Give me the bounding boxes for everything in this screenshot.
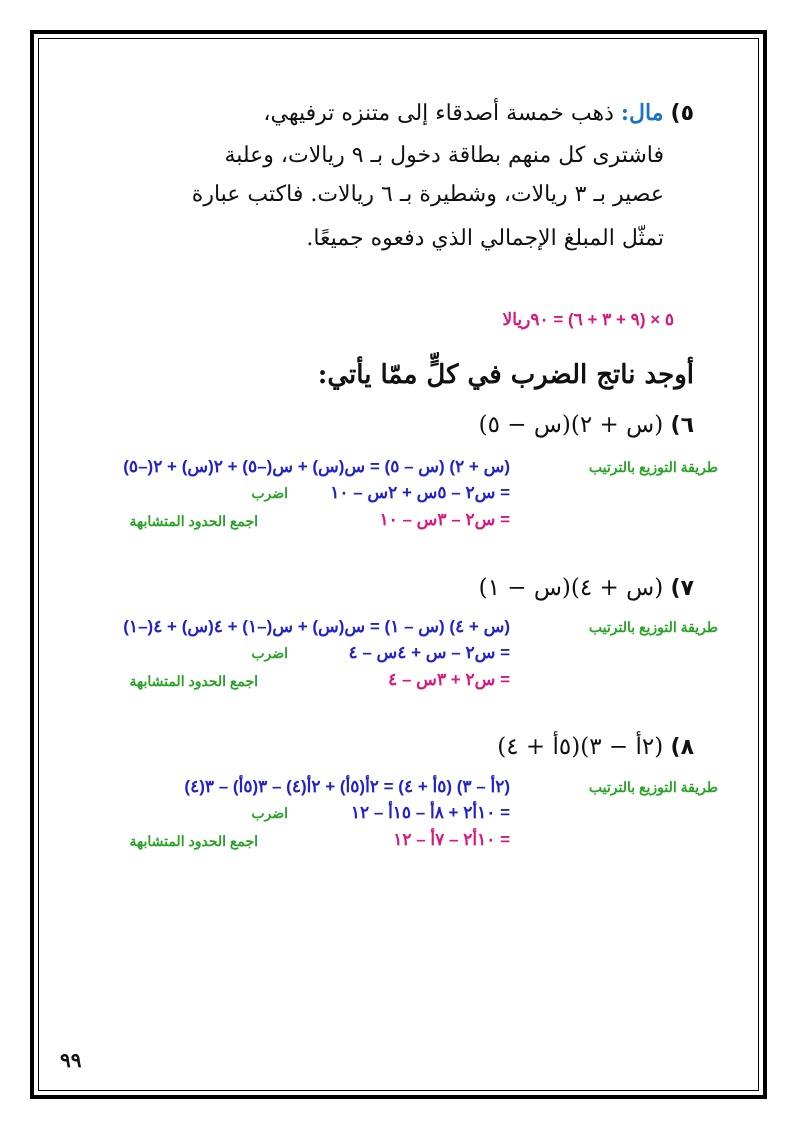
problem-5-answer: ٥ × (٩ + ٣ + ٦) = ٩٠ريالا [502, 310, 674, 329]
problem-6-step-2: = س٢ – ٥س + ٢س – ١٠ [330, 483, 510, 502]
problem-6-note-3: اجمع الحدود المتشابهة [129, 513, 258, 529]
problem-6-expression: (س + ٢)(س − ٥) [478, 412, 664, 438]
problem-6-step-3: = س٢ – ٣س – ١٠ [379, 510, 510, 529]
problem-5-line-2: فاشترى كل منهم بطاقة دخول بـ ٩ ريالات، وعلبة [224, 143, 664, 168]
problem-8-note-1: طريقة التوزيع بالترتيب [588, 779, 718, 795]
problem-6-number: ٦) [670, 413, 694, 438]
problem-7-number: ٧) [670, 576, 694, 601]
problem-8-step-1: (٢أ – ٣) (٥أ + ٤) = ٢أ(٥أ) + ٢أ(٤) – ٣(٥أ) – ٣(٤) [184, 777, 510, 796]
problem-7-step-3: = س٢ + ٣س – ٤ [388, 670, 510, 689]
page-number: ٩٩ [60, 1050, 82, 1072]
problem-7-note-1: طريقة التوزيع بالترتيب [588, 619, 718, 635]
problem-8-header [497, 734, 694, 760]
problem-7-step-1: (س + ٤) (س – ١) = س(س) + س(–١) + ٤(س) + ٤(–١) [123, 617, 510, 636]
problem-5-line-1 [263, 100, 694, 126]
problem-5-text-line: ذهب خمسة أصدقاء إلى متنزه ترفيهي، [263, 101, 614, 126]
problem-7-expression: (س + ٤)(س − ١) [478, 575, 664, 601]
problem-7-header [479, 575, 694, 601]
problem-6-note-2: اضرب [251, 485, 288, 501]
section-heading: أوجد ناتج الضرب في كلٍّ ممّا يأتي: [317, 360, 694, 390]
problem-5-number: ٥) [670, 101, 694, 126]
problem-8-note-3: اجمع الحدود المتشابهة [129, 833, 258, 849]
problem-6-header [479, 412, 694, 438]
problem-7-note-3: اجمع الحدود المتشابهة [129, 673, 258, 689]
problem-8-step-3: = ١٠أ٢ – ٧أ – ١٢ [393, 830, 510, 849]
problem-8-expression: (٢أ − ٣)(٥أ + ٤) [497, 734, 664, 760]
problem-6-note-1: طريقة التوزيع بالترتيب [588, 459, 718, 475]
problem-8-note-2: اضرب [251, 805, 288, 821]
problem-5-line-3: عصير بـ ٣ ريالات، وشطيرة بـ ٦ ريالات. فاكتب عبارة [191, 182, 664, 207]
problem-6-step-1: (س + ٢) (س – ٥) = س(س) + س(–٥) + ٢(س) + ٢(–٥) [123, 457, 510, 476]
problem-8-number: ٨) [670, 735, 694, 760]
problem-8-step-2: = ١٠أ٢ + ٨أ – ١٥أ – ١٢ [350, 803, 510, 822]
problem-7-step-2: = س٢ – س + ٤س – ٤ [348, 643, 510, 662]
problem-7-note-2: اضرب [251, 645, 288, 661]
problem-5-label: مال: [620, 100, 664, 126]
problem-5-line-4: تمثّل المبلغ الإجمالي الذي دفعوه جميعًا. [306, 226, 664, 251]
